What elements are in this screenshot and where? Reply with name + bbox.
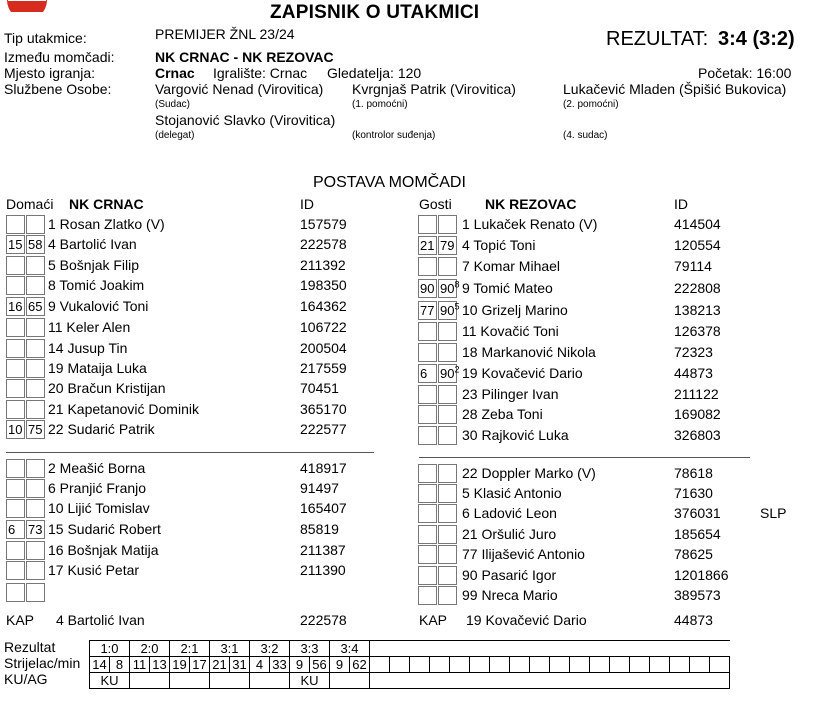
ku-cell — [250, 673, 290, 689]
player-name: 15 Sudarić Robert — [48, 521, 161, 537]
home-id-header: ID — [300, 196, 314, 212]
minute-boxes — [6, 235, 45, 254]
official-role: (delegat) — [155, 130, 195, 141]
minute-boxes — [6, 339, 45, 358]
official-name: Vargović Nenad (Virovitica) — [155, 81, 324, 97]
player-id: 169082 — [674, 406, 721, 422]
score-cell: 3:2 — [250, 641, 290, 657]
sub-minute-value: 75 — [28, 422, 43, 437]
player-name: 4 Bartolić Ivan — [48, 236, 137, 252]
ku-cell — [170, 673, 210, 689]
sub-minute-box — [26, 235, 45, 254]
player-name: 19 Mataija Luka — [48, 360, 147, 376]
player-id: 165407 — [300, 500, 347, 516]
sub-minute-value: 90 — [440, 303, 455, 318]
sub-minute-value: 65 — [28, 299, 43, 314]
official-role: (Sudac) — [155, 99, 191, 110]
player-name: 17 Kusić Petar — [48, 562, 140, 578]
minute-boxes — [6, 561, 45, 580]
added-time: 5 — [454, 301, 460, 312]
minute-boxes — [6, 420, 45, 439]
player-id: 222578 — [300, 236, 347, 252]
player-name: 5 Bošnjak Filip — [48, 257, 140, 273]
scorer-cell-empty — [490, 657, 510, 673]
minute-boxes — [6, 520, 45, 539]
home-divider — [6, 452, 374, 453]
sub-number-box — [6, 276, 25, 295]
scorer-minute: 8 — [110, 657, 130, 673]
player-name: 10 Grizelj Marino — [462, 302, 568, 318]
scorer-minute: 56 — [310, 657, 330, 673]
ku-row-label: KU/AG — [4, 671, 48, 687]
player-id: 72323 — [674, 344, 713, 360]
sub-minute-box — [26, 297, 45, 316]
minute-boxes — [418, 405, 457, 424]
minute-boxes — [6, 459, 45, 478]
player-name: 18 Markanović Nikola — [462, 344, 596, 360]
scorer-number: 11 — [130, 657, 150, 673]
sub-number-box — [418, 405, 437, 424]
sub-minute-box — [438, 464, 457, 483]
scorer-number: 19 — [170, 657, 190, 673]
player-name: 28 Zeba Toni — [462, 406, 543, 422]
player-id: 157579 — [300, 216, 347, 232]
player-name: 20 Bračun Kristijan — [48, 380, 166, 396]
scorer-cell-empty — [610, 657, 630, 673]
sub-minute-box — [26, 459, 45, 478]
score-cell: 2:0 — [130, 641, 170, 657]
score-cell: 3:1 — [210, 641, 250, 657]
scorer-cell-empty — [590, 657, 610, 673]
official-name: Lukačević Mladen (Špišić Bukovica) — [563, 81, 787, 97]
sub-number-box — [418, 566, 437, 585]
player-id: 185654 — [674, 526, 721, 542]
rezultat-value: 3:4 (3:2) — [718, 28, 795, 50]
official-role: (kontrolor suđenja) — [352, 130, 436, 141]
player-name: 23 Pilinger Ivan — [462, 386, 559, 402]
minute-boxes — [418, 426, 457, 445]
minute-boxes — [6, 359, 45, 378]
home-kap-name: 4 Bartolić Ivan — [56, 612, 145, 628]
player-name: 8 Tomić Joakim — [48, 277, 145, 293]
sub-minute-box — [438, 504, 457, 523]
scorer-number: 4 — [250, 657, 270, 673]
official-name: Stojanović Slavko (Virovitica) — [155, 112, 336, 128]
izmedu-label: Između momčadi: — [4, 49, 115, 65]
scorer-number: 9 — [290, 657, 310, 673]
scorer-cell-empty — [670, 657, 690, 673]
away-team-name: NK REZOVAC — [485, 196, 577, 212]
sub-number-box — [418, 586, 437, 605]
sub-minute-box — [26, 499, 45, 518]
sub-minute-box — [438, 343, 457, 362]
sub-minute-box — [26, 359, 45, 378]
sub-minute-box — [26, 256, 45, 275]
official-role: (2. pomoćni) — [563, 99, 619, 110]
sub-minute-box — [438, 566, 457, 585]
sub-minute-value: 73 — [28, 522, 43, 537]
away-kap-label: KAP — [419, 612, 448, 628]
sub-number-box — [418, 426, 437, 445]
sub-number-box — [6, 359, 25, 378]
player-name: 10 Lijić Tomislav — [48, 500, 150, 516]
sub-minute-box — [26, 583, 45, 602]
sub-minute-box — [438, 322, 457, 341]
scorer-cell-empty — [410, 657, 430, 673]
ku-cell — [330, 673, 370, 689]
tip-value: PREMIJER ŽNL 23/24 — [155, 26, 295, 42]
mjesto-label: Mjesto igranja: — [4, 65, 96, 81]
player-id: 44873 — [674, 365, 713, 381]
player-id: 198350 — [300, 277, 347, 293]
sub-number-box — [6, 379, 25, 398]
player-name: 22 Doppler Marko (V) — [462, 465, 596, 481]
ku-cell: KU — [90, 673, 130, 689]
sub-minute-box — [26, 318, 45, 337]
sub-number-box: 90 — [418, 279, 437, 298]
sub-minute-box — [438, 301, 460, 320]
player-name: 19 Kovačević Dario — [462, 365, 583, 381]
sub-minute-box — [26, 400, 45, 419]
scorer-cell-empty — [470, 657, 490, 673]
sub-number-box — [6, 479, 25, 498]
player-name: 1 Lukaček Renato (V) — [462, 216, 598, 232]
sub-minute-box — [438, 385, 457, 404]
federation-logo — [0, 0, 54, 12]
player-name: 7 Komar Mihael — [462, 258, 561, 274]
sub-minute-box — [438, 484, 457, 503]
sub-number-box — [418, 343, 437, 362]
scorer-cell-empty — [710, 657, 730, 673]
gledatelja: Gledatelja: 120 — [327, 65, 422, 81]
scorer-cell-empty — [690, 657, 710, 673]
away-divider — [419, 457, 750, 458]
minute-boxes — [418, 464, 457, 483]
player-name: 77 Ilijašević Antonio — [462, 546, 585, 562]
sub-number-box: 16 — [6, 297, 25, 316]
igraliste: Igralište: Crnac — [213, 65, 308, 81]
scorer-cell-empty — [570, 657, 590, 673]
player-name: 14 Jusup Tin — [48, 340, 128, 356]
player-name: 9 Vukalović Toni — [48, 298, 149, 314]
player-name: 16 Bošnjak Matija — [48, 542, 159, 558]
strijelac-row-label: Strijelac/min — [4, 655, 81, 671]
minute-boxes — [6, 276, 45, 295]
minute-boxes — [418, 545, 457, 564]
home-side-label: Domaći — [6, 196, 54, 212]
sub-number-box — [6, 256, 25, 275]
sub-number-box: 6 — [418, 364, 437, 383]
official-name: Kvrgnjaš Patrik (Virovitica) — [352, 81, 516, 97]
player-name: 9 Tomić Mateo — [462, 280, 553, 296]
added-time: 8 — [454, 279, 460, 290]
sub-minute-box — [438, 279, 460, 298]
sub-minute-value: 90 — [440, 366, 455, 381]
score-cell-empty — [370, 641, 730, 657]
player-name: 6 Ladović Leon — [462, 505, 557, 521]
minute-boxes — [418, 301, 460, 320]
player-id: 211392 — [300, 257, 346, 273]
player-id: 222808 — [674, 280, 721, 296]
player-id: 418917 — [300, 460, 347, 476]
ku-cell — [210, 673, 250, 689]
scorer-number: 14 — [90, 657, 110, 673]
sub-minute-box — [26, 215, 45, 234]
player-id: 211387 — [300, 542, 346, 558]
player-id: 211390 — [300, 562, 346, 578]
postava-title: POSTAVA MOMČADI — [313, 174, 466, 191]
sub-number-box — [6, 459, 25, 478]
sub-number-box — [6, 215, 25, 234]
home-kap-id: 222578 — [300, 612, 347, 628]
sub-number-box — [6, 583, 25, 602]
sub-minute-box — [26, 561, 45, 580]
sub-number-box — [418, 484, 437, 503]
sub-minute-box — [438, 364, 460, 383]
minute-boxes — [418, 504, 457, 523]
player-name: 6 Pranjić Franjo — [48, 480, 147, 496]
player-id: 91497 — [300, 480, 339, 496]
player-name: 21 Oršulić Juro — [462, 526, 557, 542]
sub-minute-box — [438, 545, 457, 564]
scorer-cell-empty — [550, 657, 570, 673]
sub-number-box: 21 — [418, 236, 437, 255]
minute-boxes — [418, 525, 457, 544]
player-id: 1201866 — [674, 567, 729, 583]
score-cell: 2:1 — [170, 641, 210, 657]
minute-boxes — [418, 257, 457, 276]
sub-number-box: 10 — [6, 420, 25, 439]
minute-boxes — [418, 566, 457, 585]
player-id: 222577 — [300, 421, 347, 437]
sub-minute-box — [438, 215, 457, 234]
player-name: 2 Meašić Borna — [48, 460, 146, 476]
minute-boxes — [418, 385, 457, 404]
player-name: 90 Pasarić Igor — [462, 567, 557, 583]
minute-boxes — [418, 322, 457, 341]
player-id: 70451 — [300, 380, 339, 396]
minute-boxes — [6, 297, 45, 316]
player-id: 138213 — [674, 302, 721, 318]
sub-minute-box — [26, 479, 45, 498]
score-cell: 3:4 — [330, 641, 370, 657]
player-name: 30 Rajković Luka — [462, 427, 569, 443]
minute-boxes — [6, 379, 45, 398]
official-role: (1. pomoćni) — [352, 99, 408, 110]
sub-minute-box — [438, 426, 457, 445]
player-id: 217559 — [300, 360, 347, 376]
minute-boxes — [418, 484, 457, 503]
minute-boxes — [6, 318, 45, 337]
scorer-number: 9 — [330, 657, 350, 673]
player-id: 79114 — [674, 258, 712, 274]
minute-boxes — [6, 215, 45, 234]
tip-label: Tip utakmice: — [4, 30, 87, 46]
sub-minute-box — [26, 541, 45, 560]
sub-number-box — [6, 499, 25, 518]
sub-number-box — [418, 385, 437, 404]
player-name: 4 Topić Toni — [462, 237, 536, 253]
minute-boxes — [6, 583, 45, 602]
player-id: 200504 — [300, 340, 347, 356]
minute-boxes — [418, 215, 457, 234]
sub-minute-value: 90 — [440, 281, 455, 296]
player-name: 1 Rosan Zlatko (V) — [48, 216, 165, 232]
minute-boxes — [6, 541, 45, 560]
player-id: 126378 — [674, 323, 721, 339]
scorer-cell-empty — [530, 657, 550, 673]
official-role: (4. sudac) — [563, 130, 608, 141]
sub-minute-box — [438, 525, 457, 544]
scorer-minute: 13 — [150, 657, 170, 673]
ku-cell: KU — [290, 673, 330, 689]
scorer-minute: 33 — [270, 657, 290, 673]
sub-number-box — [418, 504, 437, 523]
rezultat-label: REZULTAT: — [606, 28, 709, 50]
sub-number-box — [6, 318, 25, 337]
player-name: 99 Nreca Mario — [462, 587, 558, 603]
page-title: ZAPISNIK O UTAKMICI — [270, 2, 480, 23]
scorer-cell-empty — [650, 657, 670, 673]
sub-number-box: 77 — [418, 301, 437, 320]
away-id-header: ID — [674, 196, 688, 212]
scorer-cell-empty — [370, 657, 390, 673]
player-id: 106722 — [300, 319, 347, 335]
sub-minute-box — [26, 379, 45, 398]
away-kap-name: 19 Kovačević Dario — [466, 612, 587, 628]
pocetak: Početak: 16:00 — [698, 65, 792, 81]
player-id: 376031 — [674, 505, 721, 521]
rezultat-row-label: Rezultat — [4, 639, 56, 655]
sub-minute-value: 58 — [28, 237, 43, 252]
player-id: 389573 — [674, 587, 721, 603]
scorer-minute: 31 — [230, 657, 250, 673]
player-name: 11 Keler Alen — [48, 319, 131, 335]
sub-number-box — [418, 464, 437, 483]
sub-minute-box — [26, 276, 45, 295]
player-id: 414504 — [674, 216, 721, 232]
sub-minute-box — [26, 520, 45, 539]
minute-boxes — [6, 400, 45, 419]
minute-boxes — [418, 364, 460, 383]
sub-number-box — [418, 525, 437, 544]
scorer-cell-empty — [510, 657, 530, 673]
player-id: 78618 — [674, 465, 713, 481]
sub-number-box: 6 — [6, 520, 25, 539]
away-side-label: Gosti — [419, 196, 452, 212]
minute-boxes — [418, 343, 457, 362]
player-id: 164362 — [300, 298, 347, 314]
player-name: 22 Sudarić Patrik — [48, 421, 155, 437]
scorer-minute: 17 — [190, 657, 210, 673]
sub-number-box — [418, 257, 437, 276]
player-name: 5 Klasić Antonio — [462, 485, 562, 501]
sub-minute-box — [438, 236, 457, 255]
player-note: SLP — [760, 505, 787, 521]
minute-boxes — [6, 479, 45, 498]
minute-boxes — [418, 586, 457, 605]
minute-boxes — [418, 279, 460, 298]
away-kap-id: 44873 — [674, 612, 713, 628]
sub-number-box — [6, 339, 25, 358]
player-id: 326803 — [674, 427, 721, 443]
added-time: 2 — [454, 364, 460, 375]
sub-number-box — [6, 400, 25, 419]
scorer-cell-empty — [390, 657, 410, 673]
score-table — [89, 640, 730, 689]
sub-number-box — [6, 561, 25, 580]
player-id: 365170 — [300, 401, 347, 417]
sub-minute-value: 79 — [440, 238, 455, 253]
sub-number-box — [418, 215, 437, 234]
sub-minute-box — [26, 420, 45, 439]
player-name: 21 Kapetanović Dominik — [48, 401, 199, 417]
player-id: 120554 — [674, 237, 721, 253]
minute-boxes — [6, 499, 45, 518]
minute-boxes — [418, 236, 457, 255]
player-id: 211122 — [674, 386, 719, 402]
minute-boxes — [6, 256, 45, 275]
sub-number-box — [418, 322, 437, 341]
sub-minute-box — [26, 339, 45, 358]
sub-number-box: 15 — [6, 235, 25, 254]
player-id: 71630 — [674, 485, 713, 501]
scorer-number: 21 — [210, 657, 230, 673]
match-teams: NK CRNAC - NK REZOVAC — [155, 49, 334, 65]
scorer-cell-empty — [630, 657, 650, 673]
home-team-name: NK CRNAC — [69, 196, 144, 212]
mjesto-value: Crnac — [155, 65, 195, 81]
score-cell: 1:0 — [90, 641, 130, 657]
sub-minute-box — [438, 405, 457, 424]
ku-cell-empty — [370, 673, 730, 689]
scorer-cell-empty — [430, 657, 450, 673]
sluzbene-label: Službene Osobe: — [4, 81, 112, 97]
player-id: 85819 — [300, 521, 339, 537]
sub-number-box — [6, 541, 25, 560]
player-name: 11 Kovačić Toni — [462, 323, 559, 339]
sub-number-box — [418, 545, 437, 564]
sub-minute-box — [438, 586, 457, 605]
player-id: 78625 — [674, 546, 713, 562]
scorer-cell-empty — [450, 657, 470, 673]
score-cell: 3:3 — [290, 641, 330, 657]
home-kap-label: KAP — [6, 612, 35, 628]
scorer-minute: 62 — [350, 657, 370, 673]
sub-minute-box — [438, 257, 457, 276]
ku-cell — [130, 673, 170, 689]
